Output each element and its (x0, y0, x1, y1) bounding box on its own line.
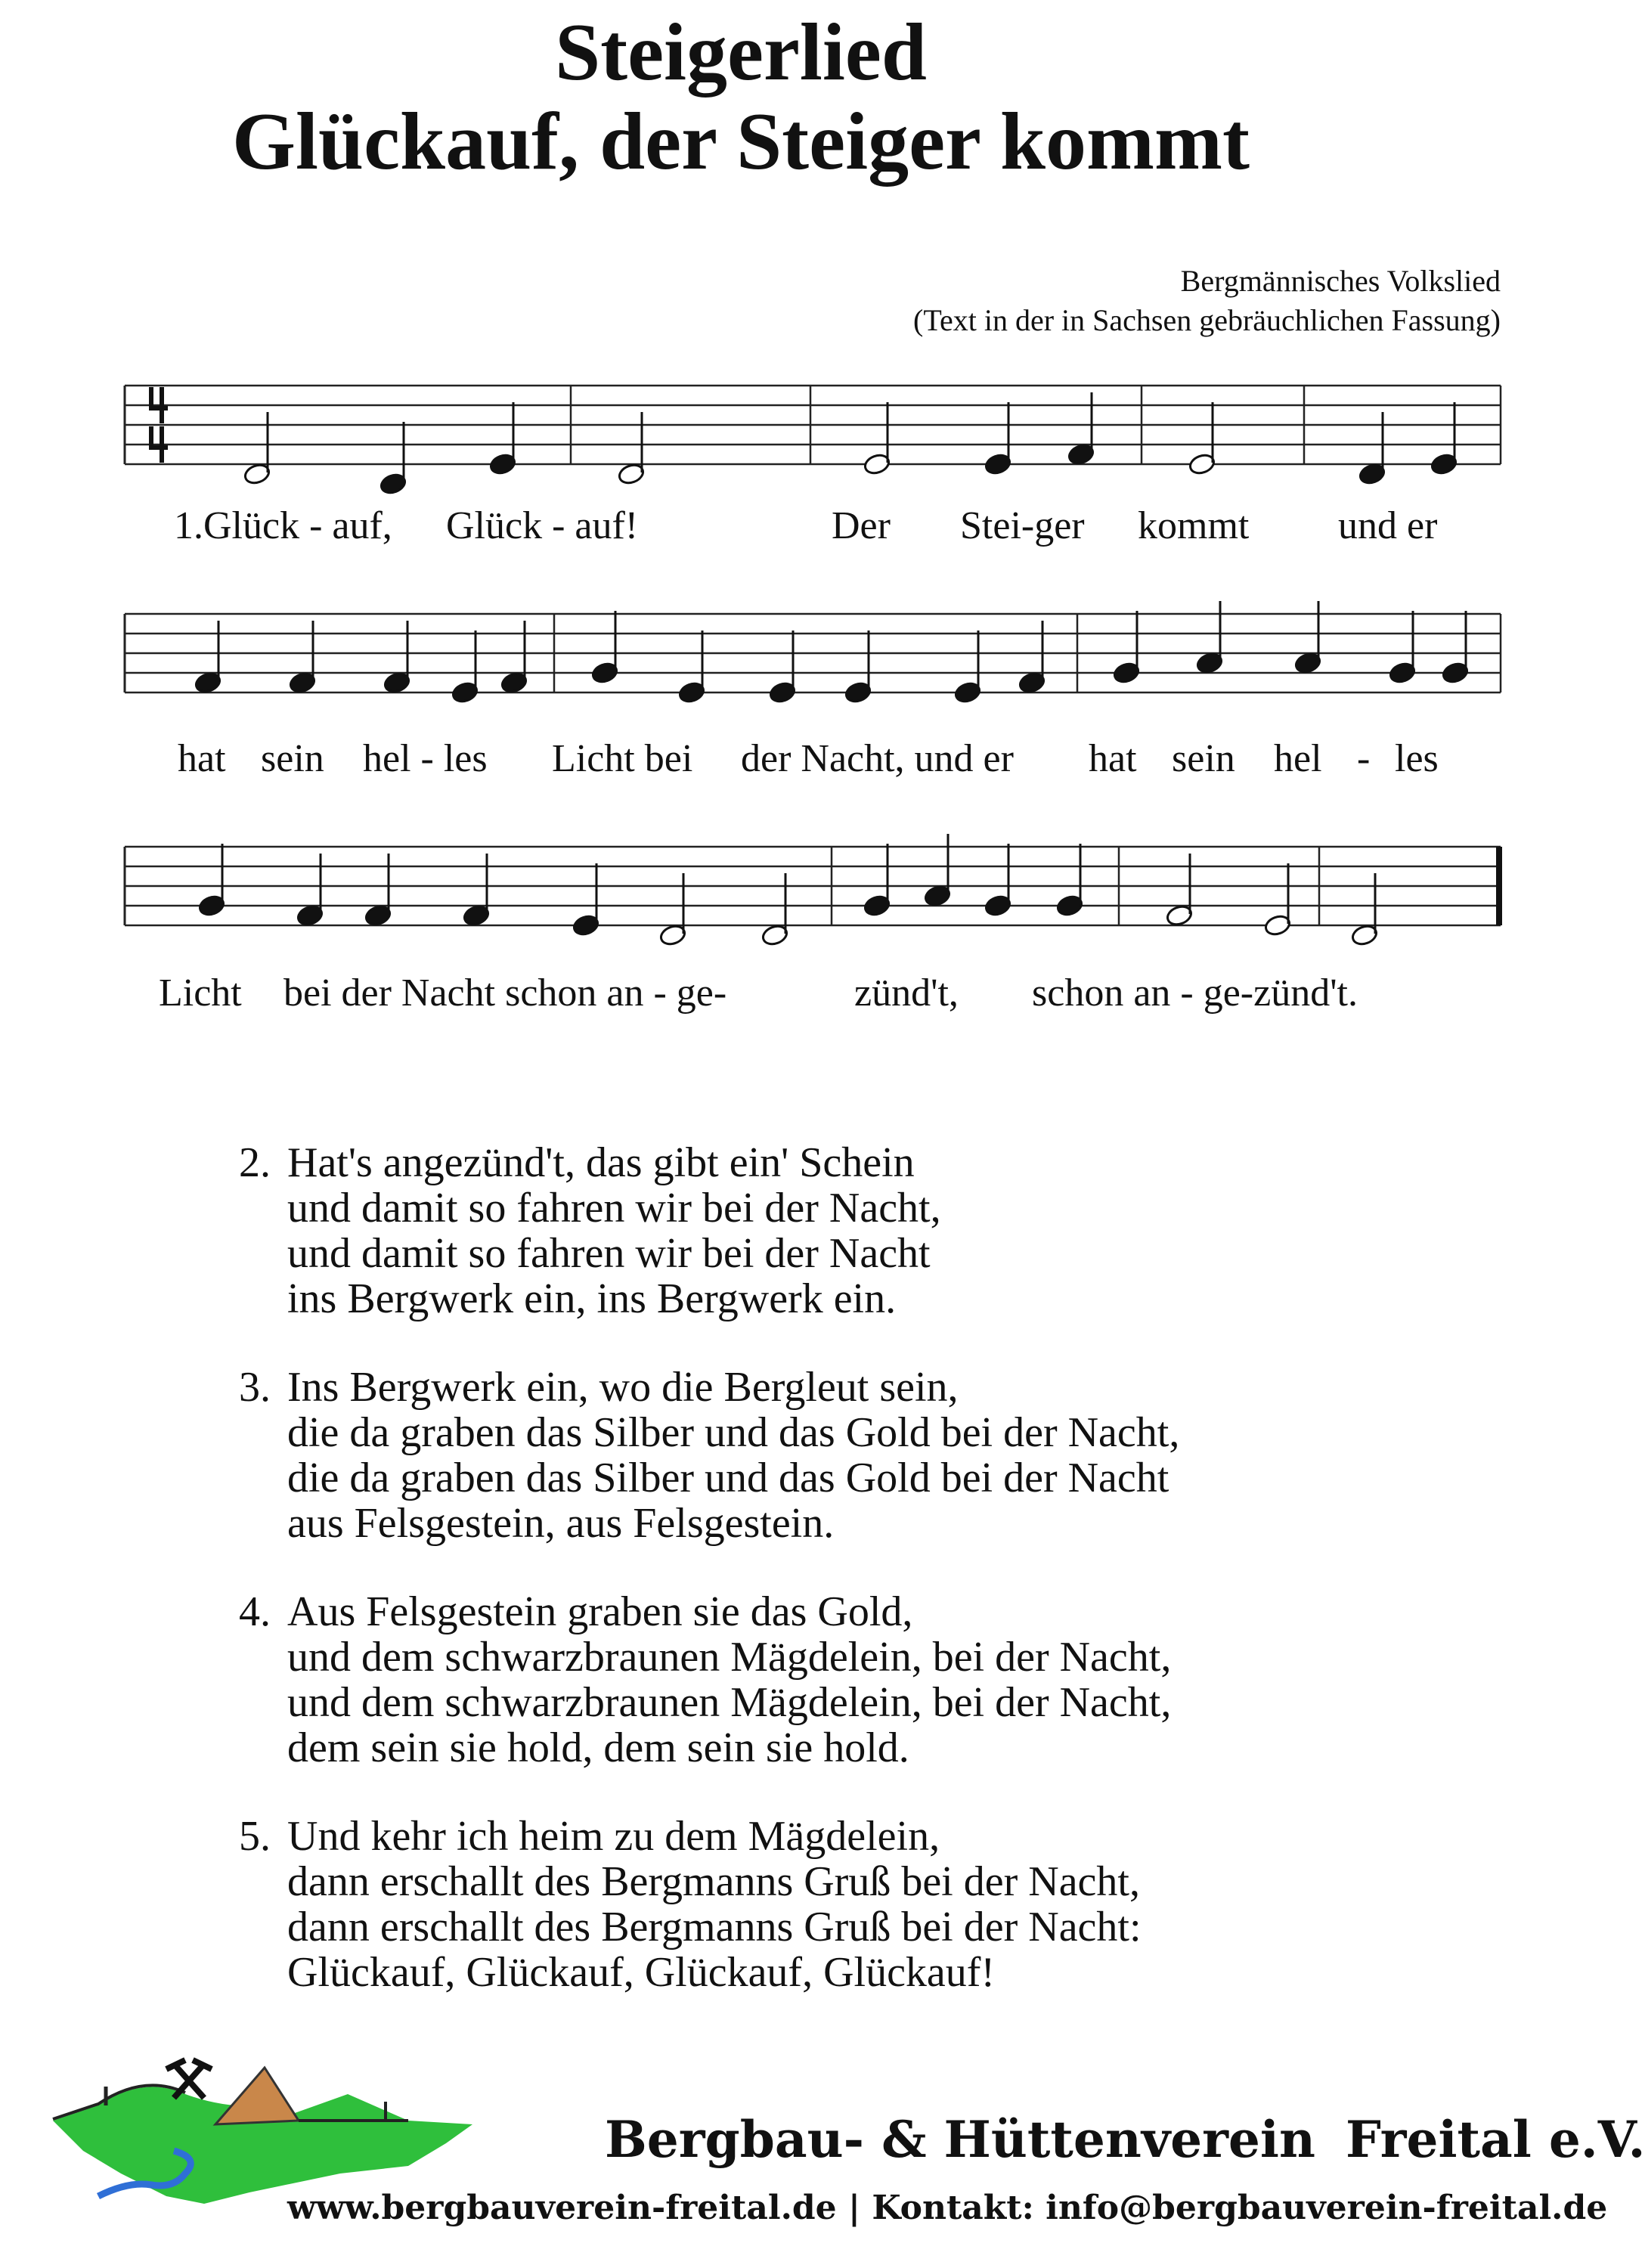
verse-text: Und kehr ich heim zu dem Mägdelein, (287, 1813, 940, 1860)
verse-line (239, 1365, 1179, 1410)
verse (239, 1365, 1179, 1546)
verse-line: dann erschallt des Bergmanns Gruß bei der Nacht, (287, 1858, 1140, 1905)
verse-list (239, 1140, 1179, 2038)
verse-line: die da graben das Silber und das Gold bei der Nacht (287, 1455, 1169, 1501)
lyric-syllable: bei der Nacht schon an - ge- (283, 971, 727, 1015)
credit-line-2: (Text in der in Sachsen gebräuchlichen Fassung) (913, 303, 1501, 337)
verse-line (239, 1140, 1179, 1185)
lyric-syllable: Der (832, 504, 891, 547)
lyric-syllable: hel (1274, 737, 1322, 780)
verse-number: 5. (239, 1813, 271, 1860)
verse-line: ins Bergwerk ein, ins Bergwerk ein. (287, 1275, 897, 1322)
lyric-syllable: zünd't, (854, 971, 959, 1015)
final-bar (1496, 847, 1502, 925)
verse-text: Ins Bergwerk ein, wo die Bergleut sein, (287, 1364, 959, 1411)
verse-line: und dem schwarzbraunen Mägdelein, bei der Nacht, (287, 1679, 1172, 1726)
lyric-syllable: der Nacht, und er (741, 737, 1014, 780)
lyric-syllable: Licht (159, 971, 242, 1015)
verse-line: Glückauf, Glückauf, Glückauf, Glückauf! (287, 1949, 996, 1996)
lyric-syllable: Glück - auf! (446, 504, 639, 547)
verse-line: dem sein sie hold, dem sein sie hold. (287, 1724, 909, 1771)
credit-line-1: Bergmännisches Volkslied (1180, 264, 1501, 298)
website-link[interactable]: www.bergbauverein-freital.de (287, 2189, 837, 2227)
verse-line: und damit so fahren wir bei der Nacht, (287, 1185, 941, 1232)
contact-email[interactable]: Kontakt: info@bergbauverein-freital.de (872, 2189, 1608, 2227)
verse-number: 3. (239, 1364, 271, 1411)
lyric-syllable: sein (261, 737, 324, 780)
lyric-syllable: Licht bei (552, 737, 693, 780)
verse-line: die da graben das Silber und das Gold bei der Nacht, (287, 1409, 1180, 1456)
lyric-syllable: Stei-ger (960, 504, 1085, 547)
lyric-syllable: hat (178, 737, 226, 780)
lyric-syllable: hat (1089, 737, 1137, 780)
verse-line: und dem schwarzbraunen Mägdelein, bei der Nacht, (287, 1634, 1172, 1681)
verse-text: Hat's angezünd't, das gibt ein' Schein (287, 1139, 915, 1186)
verse-line: und damit so fahren wir bei der Nacht (287, 1230, 931, 1277)
verse (239, 1140, 1179, 1321)
lyric-syllable: les (1395, 737, 1439, 780)
lyric-syllable: 1.Glück - auf, (174, 504, 392, 547)
verse (239, 1814, 1179, 1995)
lyric-syllable: hel - les (363, 737, 488, 780)
song-subtitle: Glückauf, der Steiger kommt (232, 97, 1250, 187)
contact-line (287, 2187, 1607, 2229)
separator: | (847, 2189, 860, 2227)
verse-line: aus Felsgestein, aus Felsgestein. (287, 1500, 835, 1547)
lyric-syllable: - (1357, 737, 1371, 780)
verse-line (239, 1814, 1179, 1859)
lyric-syllable: kommt (1138, 504, 1250, 547)
verse-number: 2. (239, 1139, 271, 1186)
verse-line (239, 1589, 1179, 1634)
verse-line: dann erschallt des Bergmanns Gruß bei der Nacht: (287, 1904, 1142, 1950)
verse-number: 4. (239, 1588, 271, 1635)
song-title: Steigerlied (555, 8, 927, 98)
club-name (605, 2109, 1645, 2170)
club-name-part-1: Bergbau- & Hüttenverein (605, 2110, 1315, 2169)
verse-text: Aus Felsgestein graben sie das Gold, (287, 1588, 913, 1635)
verse (239, 1589, 1179, 1771)
lyric-syllable: sein (1172, 737, 1235, 780)
mining-landscape-logo-icon (53, 2053, 476, 2204)
lyric-syllable: und er (1338, 504, 1438, 547)
lyric-syllable: schon an - ge-zünd't. (1032, 971, 1358, 1015)
club-name-part-2: Freital e.V. (1345, 2110, 1645, 2169)
